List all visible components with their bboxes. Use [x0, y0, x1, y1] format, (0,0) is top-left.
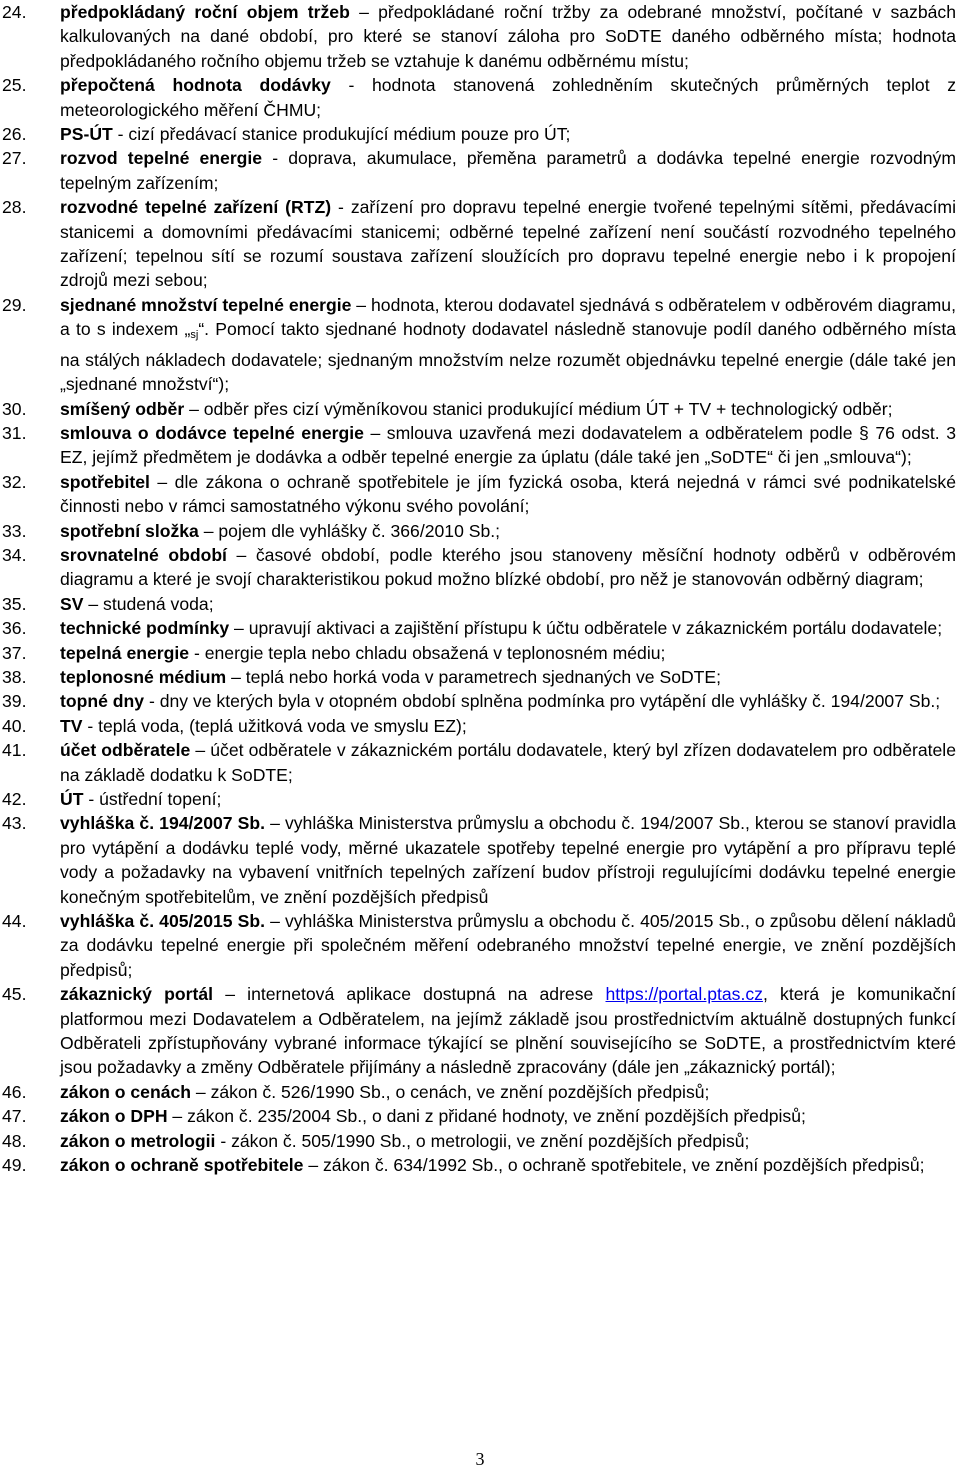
item-number: 34. [2, 544, 27, 565]
item-number: 30. [2, 398, 27, 419]
definition-text: – časové období, podle kterého jsou stanoveny měsíční hodnoty odběrů v odběrovém diagramu a které je svojí charakteristikou pokud možno blízké období, pro něž je stanovován odběrný diagram; [60, 544, 956, 590]
item-number: 48. [2, 1130, 27, 1151]
definition-term: PS-ÚT [60, 124, 113, 145]
definition-text: - zákon č. 505/1990 Sb., o metrologii, ve znění pozdějších předpisů; [215, 1130, 750, 1151]
definition-term: TV [60, 715, 83, 736]
definition-item [0, 1153, 960, 1177]
definition-text: – studená voda; [83, 593, 214, 614]
item-number: 25. [2, 75, 27, 96]
definition-term: rozvod tepelné energie [60, 148, 263, 169]
definition-text: – teplá nebo horká voda v parametrech sjednaných ve SoDTE; [226, 666, 722, 687]
definition-text: - ústřední topení; [83, 789, 222, 809]
definition-term: vyhláška č. 194/2007 Sb. [60, 813, 266, 834]
portal-link[interactable]: https://portal.ptas.cz [605, 984, 763, 1005]
definition-text: – vyhláška Ministerstva průmyslu a obchodu č. 194/2007 Sb., kterou se stanoví pravidla pro vytápění a dodávku teplé vody, měrné ukazatele spotřeby tepelné energie pro vytápění a pro přípravu teplé vody a požadavky na vybavení vnitřních tepelných zařízení budov přístroji regulujícími dodávku tepelné energie konečným spotřebitelům, ve znění pozdějších předpisů [60, 813, 956, 907]
definition-term: přepočtená hodnota dodávky [60, 75, 331, 96]
definition-text: – odběr přes cizí výměníkovou stanici produkující médium ÚT + TV + technologický odběr; [184, 398, 893, 419]
definition-term: zákaznický portál [60, 984, 214, 1005]
item-number: 42. [2, 789, 27, 809]
definition-text: – pojem dle vyhlášky č. 366/2010 Sb.; [198, 520, 501, 541]
item-number: 43. [2, 813, 27, 834]
definition-item [0, 293, 960, 397]
definition-item [0, 421, 960, 470]
definition-text: – upravují aktivaci a zajištění přístupu k účtu odběratele v zákaznickém portálu dodavatele; [229, 618, 943, 639]
definition-item [0, 1080, 960, 1104]
definition-text: - energie tepla nebo chladu obsažená v teplonosném médiu; [189, 642, 666, 663]
definition-item [0, 787, 960, 811]
definition-item [0, 1104, 960, 1128]
item-number: 28. [2, 197, 27, 218]
definition-text: – vyhláška Ministerstva průmyslu a obchodu č. 405/2015 Sb., o způsobu dělení nákladů za dodávku tepelné energie při společném měření odebraného množství tepelné energie, ve znění pozdějších předpisů; [60, 911, 957, 980]
definition-term: vyhláška č. 405/2015 Sb. [60, 911, 266, 932]
definition-item [0, 738, 960, 787]
definition-term: zákon o cenách [60, 1081, 192, 1102]
definition-text: - cizí předávací stanice produkující médium pouze pro ÚT; [112, 124, 571, 145]
definition-text: – zákon č. 526/1990 Sb., o cenách, ve znění pozdějších předpisů; [191, 1081, 710, 1102]
item-number: 29. [2, 294, 27, 315]
definition-term: SV [60, 593, 84, 614]
definition-text: – účet odběratele v zákaznickém portálu dodavatele, který byl zřízen dodavatelem pro odběratele na základě dodatku k SoDTE; [60, 740, 956, 785]
item-number: 27. [2, 148, 27, 169]
definition-text: – předpokládané roční tržby za odebrané množství, počítané v sazbách kalkulovaných na dané období, pro které se stanoví záloha pro SoDTE daného odběrného místa; hodnota předpokládaného ročního objemu tržeb se vztahuje k danému odběrnému místu; [60, 2, 956, 71]
definition-term: rozvodné tepelné zařízení (RTZ) [60, 197, 332, 218]
item-number: 36. [2, 618, 27, 639]
definition-item [0, 714, 960, 738]
definition-item [0, 592, 960, 616]
item-number: 26. [2, 124, 27, 145]
definition-item [0, 146, 960, 195]
item-number: 31. [2, 422, 27, 443]
item-number: 44. [2, 911, 27, 932]
definition-term: teplonosné médium [60, 666, 227, 687]
definition-text: - dny ve kterých byla v otopném období splněna podmínka pro vytápění dle vyhlášky č. 194/2007 Sb.; [144, 691, 941, 712]
definition-item [0, 195, 960, 293]
definition-item [0, 122, 960, 146]
item-number: 32. [2, 471, 27, 492]
item-number: 37. [2, 642, 27, 663]
definition-item [0, 811, 960, 909]
item-number: 47. [2, 1106, 27, 1127]
definition-text-continued: , která je komunikační platformou mezi Dodavatelem a Odběratelem, na jejímž základě jsou prostřednictvím aktuálně dostupných funkcí Odběrateli zpřístupňovány vybrané informace týkající se plnění souvisejícího se SoDTE, a prostřednictvím které jsou požadavky a změny Odběratele přijímány a následně zpracovány (dále jen „zákaznický portál); [60, 984, 956, 1078]
definition-item [0, 982, 960, 1080]
definition-term: ÚT [60, 789, 84, 809]
definition-text: – zákon č. 235/2004 Sb., o dani z přidané hodnoty, ve znění pozdějších předpisů; [167, 1106, 806, 1127]
definition-text: – zákon č. 634/1992 Sb., o ochraně spotřebitele, ve znění pozdějších předpisů; [303, 1155, 925, 1176]
definition-item [0, 1129, 960, 1153]
definition-text: – internetová aplikace dostupná na adrese [213, 984, 606, 1005]
definition-text-continued: “. Pomocí takto sjednané hodnoty dodavatel následně stanovuje podíl daného odběrného místa na stálých nákladech dodavatele; sjednaným množstvím nelze rozumět objednávku tepelné energie (dále také jen „sjednané množství“); [60, 319, 956, 395]
definition-term: technické podmínky [60, 618, 230, 639]
definition-item [0, 689, 960, 713]
definition-item [0, 543, 960, 592]
definition-item [0, 470, 960, 519]
index-subscript: sj [190, 329, 199, 342]
item-number: 40. [2, 715, 27, 736]
definition-term: zákon o metrologii [60, 1130, 216, 1151]
item-number: 41. [2, 740, 27, 761]
definition-text: – smlouva uzavřená mezi dodavatelem a odběratelem podle § 76 odst. 3 EZ, jejímž předmětem je dodávka a odběr tepelné energie za úplatu (dále také jen „SoDTE“ či jen „smlouva“); [60, 422, 956, 468]
definition-text: – dle zákona o ochraně spotřebitele je jím fyzická osoba, která nejedná v rámci své podnikatelské činnosti nebo v rámci samostatného výkonu svého povolání; [60, 471, 956, 517]
definition-text: – hodnota, kterou dodavatel sjednává s odběratelem v odběrovém diagramu, a to s indexem „ [60, 294, 956, 340]
definition-item [0, 73, 960, 122]
definition-item [0, 641, 960, 665]
definition-text: - teplá voda, (teplá užitková voda ve smyslu EZ); [82, 715, 467, 736]
definition-item [0, 397, 960, 421]
item-number: 39. [2, 691, 27, 712]
definition-term: smíšený odběr [60, 398, 185, 419]
item-number: 45. [2, 984, 27, 1005]
definition-text: - doprava, akumulace, přeměna parametrů a dodávka tepelné energie rozvodným tepelným zařízením; [60, 148, 956, 193]
definition-term: tepelná energie [60, 642, 190, 663]
item-number: 33. [2, 520, 27, 541]
definition-term: topné dny [60, 691, 145, 712]
definition-term: spotřebitel [60, 471, 150, 492]
definition-term: smlouva o dodávce tepelné energie [60, 422, 364, 443]
definition-text: - zařízení pro dopravu tepelné energie tvořené tepelnými sítěmi, předávacími stanicemi a domovními předávacími stanicemi; odběrné tepelné zařízení není součástí rozvodného tepelného zařízení; tepelnou sítí se rozumí soustava zařízení sloužících pro dopravu tepelné energie nebo i k propojení zdrojů mezi sebou; [60, 197, 956, 291]
item-number: 24. [2, 2, 27, 22]
definition-item [0, 665, 960, 689]
item-number: 35. [2, 593, 27, 614]
definition-term: spotřební složka [60, 520, 199, 541]
definition-term: zákon o DPH [60, 1106, 168, 1127]
definition-item [0, 519, 960, 543]
definition-term: předpokládaný roční objem tržeb [60, 2, 350, 22]
definition-text: - hodnota stanovená zohledněním skutečných průměrných teplot z meteorologického měření ČHMU; [60, 75, 957, 120]
definition-item [0, 909, 960, 982]
page-number: 3 [475, 1449, 485, 1469]
definition-term: účet odběratele [60, 740, 191, 761]
definition-item [0, 0, 960, 73]
definition-term: srovnatelné období [60, 544, 227, 565]
definition-term: sjednané množství tepelné energie [60, 294, 352, 315]
item-number: 49. [2, 1155, 27, 1176]
item-number: 46. [2, 1081, 27, 1102]
definition-term: zákon o ochraně spotřebitele [60, 1155, 304, 1176]
item-number: 38. [2, 666, 27, 687]
definition-item [0, 616, 960, 640]
